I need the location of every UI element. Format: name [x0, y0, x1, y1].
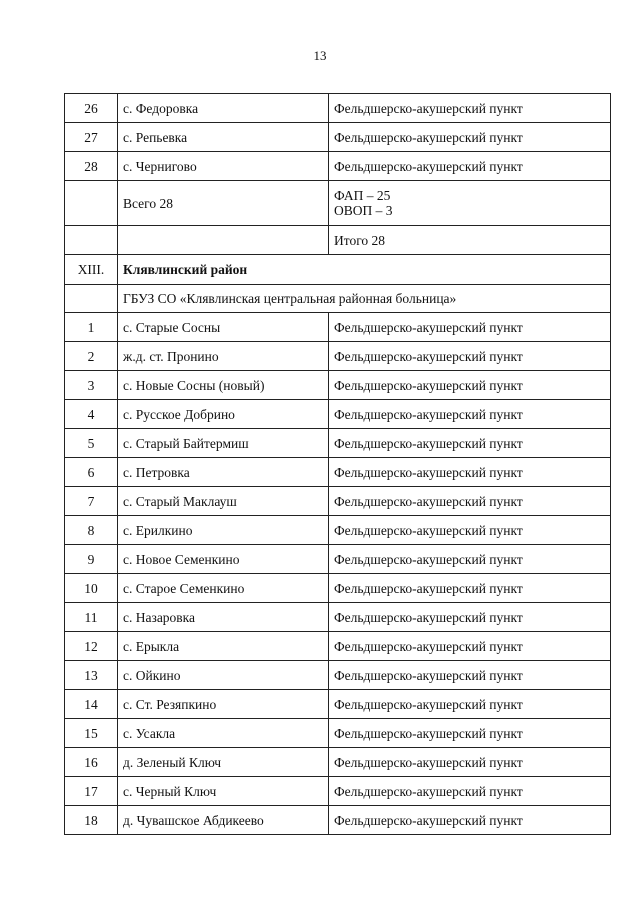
row-number: 16	[65, 748, 118, 777]
facility-type: Фельдшерско-акушерский пункт	[329, 719, 611, 748]
facility-type: Фельдшерско-акушерский пункт	[329, 371, 611, 400]
row-number: 13	[65, 661, 118, 690]
row-number: 9	[65, 545, 118, 574]
facility-type: Фельдшерско-акушерский пункт	[329, 603, 611, 632]
settlement-name: д. Чувашское Абдикеево	[118, 806, 329, 835]
table-row	[65, 632, 611, 661]
settlement-name: с. Чернигово	[118, 152, 329, 181]
facility-type: Фельдшерско-акушерский пункт	[329, 661, 611, 690]
section-number: XIII.	[65, 255, 118, 285]
table-row	[65, 342, 611, 371]
table-row	[65, 748, 611, 777]
settlement-name: с. Ерыкла	[118, 632, 329, 661]
table-row	[65, 458, 611, 487]
settlement-name: ж.д. ст. Пронино	[118, 342, 329, 371]
grand-total-row	[65, 226, 611, 255]
table-row	[65, 152, 611, 181]
empty-cell	[118, 226, 329, 255]
page-number: 13	[313, 48, 327, 63]
institution-name: ГБУЗ СО «Клявлинская центральная районная больница»	[118, 285, 611, 313]
facility-type: Фельдшерско-акушерский пункт	[329, 777, 611, 806]
row-number: 10	[65, 574, 118, 603]
settlement-name: с. Петровка	[118, 458, 329, 487]
table-row	[65, 574, 611, 603]
settlement-name: с. Усакла	[118, 719, 329, 748]
facility-type: Фельдшерско-акушерский пункт	[329, 152, 611, 181]
table-row	[65, 94, 611, 123]
table-row	[65, 487, 611, 516]
table-row	[65, 429, 611, 458]
facility-type: Фельдшерско-акушерский пункт	[329, 690, 611, 719]
table-row	[65, 545, 611, 574]
table-row	[65, 123, 611, 152]
facility-type: Фельдшерско-акушерский пункт	[329, 429, 611, 458]
settlement-name: с. Назаровка	[118, 603, 329, 632]
table-row	[65, 371, 611, 400]
row-number: 4	[65, 400, 118, 429]
subtotal-row	[65, 181, 611, 226]
facility-type: Фельдшерско-акушерский пункт	[329, 516, 611, 545]
subtotal-fap: ФАП – 25	[334, 188, 391, 203]
empty-cell	[65, 226, 118, 255]
settlement-name: с. Федоровка	[118, 94, 329, 123]
table-row	[65, 806, 611, 835]
subtotal-label: Всего 28	[118, 181, 329, 226]
table-row	[65, 719, 611, 748]
row-number: 2	[65, 342, 118, 371]
district-name: Клявлинский район	[118, 255, 611, 285]
row-number: 17	[65, 777, 118, 806]
facility-type: Фельдшерско-акушерский пункт	[329, 458, 611, 487]
subtotal-breakdown	[329, 181, 611, 226]
table-row	[65, 516, 611, 545]
table-row	[65, 400, 611, 429]
facility-type: Фельдшерско-акушерский пункт	[329, 313, 611, 342]
settlement-name: д. Зеленый Ключ	[118, 748, 329, 777]
settlement-name: с. Черный Ключ	[118, 777, 329, 806]
facility-type: Фельдшерско-акушерский пункт	[329, 806, 611, 835]
institution-row	[65, 285, 611, 313]
facility-type: Фельдшерско-акушерский пункт	[329, 748, 611, 777]
settlement-name: с. Старое Семенкино	[118, 574, 329, 603]
row-number: 8	[65, 516, 118, 545]
subtotal-ovop: ОВОП – 3	[334, 203, 393, 218]
settlement-name: с. Русское Добрино	[118, 400, 329, 429]
row-number: 11	[65, 603, 118, 632]
facility-type: Фельдшерско-акушерский пункт	[329, 94, 611, 123]
settlement-name: с. Старый Байтермиш	[118, 429, 329, 458]
settlement-name: с. Ст. Резяпкино	[118, 690, 329, 719]
row-number: 18	[65, 806, 118, 835]
facility-type: Фельдшерско-акушерский пункт	[329, 123, 611, 152]
grand-total: Итого 28	[329, 226, 611, 255]
empty-cell	[65, 181, 118, 226]
row-number: 15	[65, 719, 118, 748]
row-number: 6	[65, 458, 118, 487]
facility-type: Фельдшерско-акушерский пункт	[329, 574, 611, 603]
settlement-name: с. Новое Семенкино	[118, 545, 329, 574]
table-row	[65, 777, 611, 806]
table-row	[65, 313, 611, 342]
row-number: 3	[65, 371, 118, 400]
empty-cell	[65, 285, 118, 313]
row-number: 12	[65, 632, 118, 661]
row-number: 5	[65, 429, 118, 458]
settlement-name: с. Старый Маклауш	[118, 487, 329, 516]
settlement-name: с. Ерилкино	[118, 516, 329, 545]
facility-type: Фельдшерско-акушерский пункт	[329, 400, 611, 429]
settlement-name: с. Новые Сосны (новый)	[118, 371, 329, 400]
row-number: 27	[65, 123, 118, 152]
facility-type: Фельдшерско-акушерский пункт	[329, 545, 611, 574]
table-row	[65, 690, 611, 719]
settlement-name: с. Репьевка	[118, 123, 329, 152]
facility-type: Фельдшерско-акушерский пункт	[329, 632, 611, 661]
table-row	[65, 603, 611, 632]
district-header-row	[65, 255, 611, 285]
row-number: 26	[65, 94, 118, 123]
table-row	[65, 661, 611, 690]
facility-type: Фельдшерско-акушерский пункт	[329, 487, 611, 516]
row-number: 1	[65, 313, 118, 342]
settlement-name: с. Старые Сосны	[118, 313, 329, 342]
row-number: 7	[65, 487, 118, 516]
settlement-name: с. Ойкино	[118, 661, 329, 690]
row-number: 28	[65, 152, 118, 181]
facility-table	[64, 93, 611, 835]
facility-type: Фельдшерско-акушерский пункт	[329, 342, 611, 371]
row-number: 14	[65, 690, 118, 719]
